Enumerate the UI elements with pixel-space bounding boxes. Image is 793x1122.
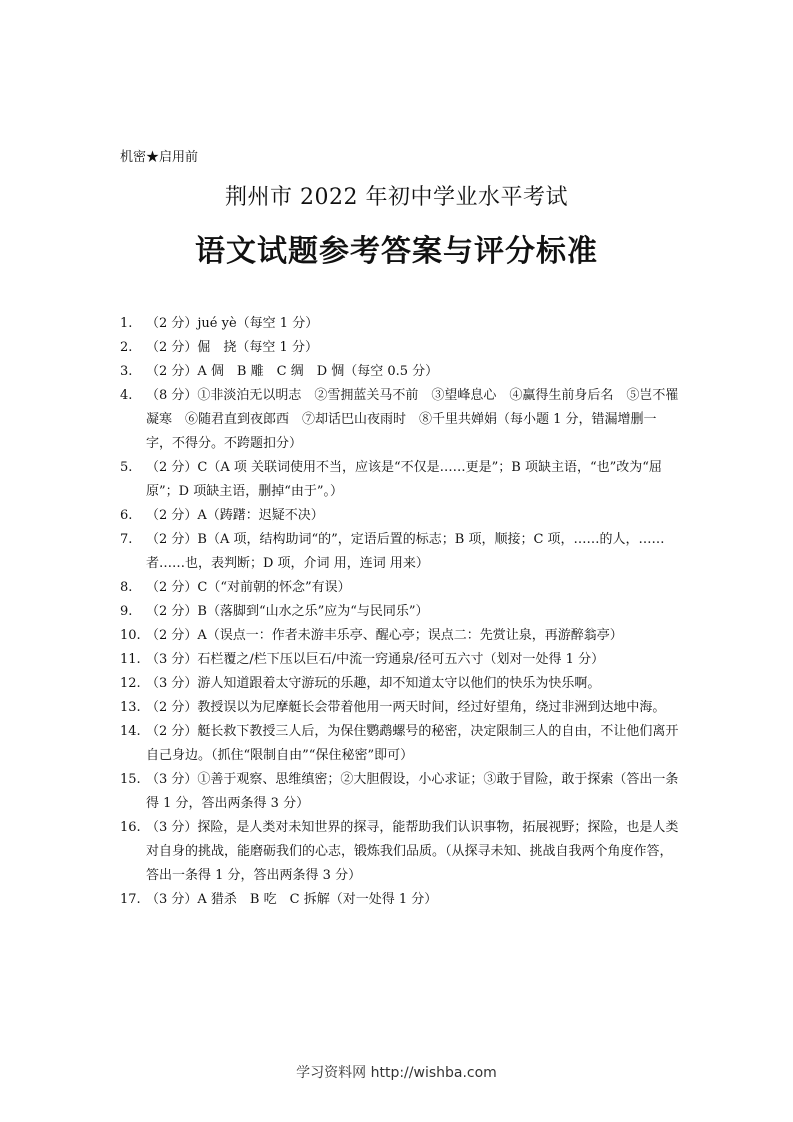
item-number: 8. [120, 580, 133, 595]
item-number: 12. [120, 676, 141, 691]
item-number: 6. [120, 508, 133, 523]
item-text: （2 分）A 倜 B 雕 C 绸 D 惆（每空 0.5 分） [146, 364, 439, 379]
exam-title: 荆州市 2022 年初中学业水平考试 [225, 185, 568, 210]
item-number: 10. [120, 628, 141, 643]
item-text: （2 分）C（A 项 关联词使用不当，应该是“不仅是……更是”；B 项缺主语，“也”改为“屈原”；D 项缺主语，删掉“由于”。） [146, 460, 662, 499]
answer-key-title: 语文试题参考答案与评分标准 [195, 234, 598, 269]
item-number: 2. [120, 340, 133, 355]
item-number: 14. [120, 724, 141, 739]
item-text: （3 分）石栏覆之/栏下压以巨石/中流一窍通泉/径可五六寸（划对一处得 1 分） [146, 652, 605, 667]
answer-item [120, 456, 680, 504]
answer-item [120, 336, 680, 360]
confidential-label: 机密★启用前 [120, 150, 199, 165]
item-text: （3 分）游人知道跟着太守游玩的乐趣，却不知道太守以他们的快乐为快乐啊。 [146, 676, 601, 691]
item-text: （2 分）A（误点一：作者未游丰乐亭、醒心亭；误点二：先赏让泉，再游醉翁亭） [146, 628, 623, 643]
answer-item [120, 672, 680, 696]
item-text: （3 分）①善于观察、思维缜密；②大胆假设，小心求证；③敢于冒险，敢于探索（答出一条得 1 分，答出两条得 3 分） [146, 772, 679, 811]
answer-item [120, 384, 680, 456]
item-number: 5. [120, 460, 133, 475]
footer-watermark: 学习资料网 http://wishba.com [296, 1065, 497, 1081]
item-number: 16. [120, 820, 141, 835]
answer-item [120, 624, 680, 648]
item-text: （2 分）A（踌躇：迟疑不决） [146, 508, 324, 523]
answer-item [120, 648, 680, 672]
item-number: 11. [120, 652, 141, 667]
item-text: （2 分）B（落脚到“山水之乐”应为“与民同乐”） [146, 604, 429, 619]
item-text: （3 分）A 猎杀 B 吃 C 拆解（对一处得 1 分） [146, 892, 438, 907]
answer-item [120, 312, 680, 336]
item-number: 7. [120, 532, 133, 547]
item-number: 15. [120, 772, 141, 787]
item-number: 17. [120, 892, 141, 907]
item-text: （2 分）教授误以为尼摩艇长会带着他用一两天时间，经过好望角，绕过非洲到达地中海。 [146, 700, 666, 715]
answer-item [120, 576, 680, 600]
answer-item [120, 504, 680, 528]
answer-item [120, 696, 680, 720]
answer-item [120, 720, 680, 768]
item-text: （2 分）jué yè（每空 1 分） [146, 316, 319, 331]
item-text: （2 分）倔 挠（每空 1 分） [146, 340, 318, 355]
answer-list [120, 312, 680, 912]
item-text: （2 分）C（“对前朝的怀念”有误） [146, 580, 351, 595]
item-number: 3. [120, 364, 133, 379]
answer-item [120, 816, 680, 888]
answer-item [120, 768, 680, 816]
answer-item [120, 888, 680, 912]
answer-item [120, 360, 680, 384]
item-text: （2 分）艇长救下教授三人后，为保住鹦鹉螺号的秘密，决定限制三人的自由，不让他们离开自己身边。（抓住“限制自由”“保住秘密”即可） [146, 724, 679, 763]
item-number: 13. [120, 700, 141, 715]
answer-item [120, 600, 680, 624]
item-number: 9. [120, 604, 133, 619]
item-text: （2 分）B（A 项，结构助词“的”，定语后置的标志；B 项，顺接；C 项，……的人，……者……也，表判断；D 项，介词 用，连词 用来） [146, 532, 665, 571]
item-text: （3 分）探险，是人类对未知世界的探寻，能帮助我们认识事物，拓展视野；探险，也是人类对自身的挑战，能磨砺我们的心志，锻炼我们品质。（从探寻未知、挑战自我两个角度作答，答出一条得 1 分，答出两条得 3 分） [146, 820, 679, 883]
item-number: 4. [120, 388, 133, 403]
item-number: 1. [120, 316, 133, 331]
item-text: （8 分）①非淡泊无以明志 ②雪拥蓝关马不前 ③望峰息心 ④赢得生前身后名 ⑤岂不罹凝寒 ⑥随君直到夜郎西 ⑦却话巴山夜雨时 ⑧千里共婵娟（每小题 1 分，错漏增删一字，不得分。不跨题扣分） [146, 388, 679, 451]
answer-item [120, 528, 680, 576]
